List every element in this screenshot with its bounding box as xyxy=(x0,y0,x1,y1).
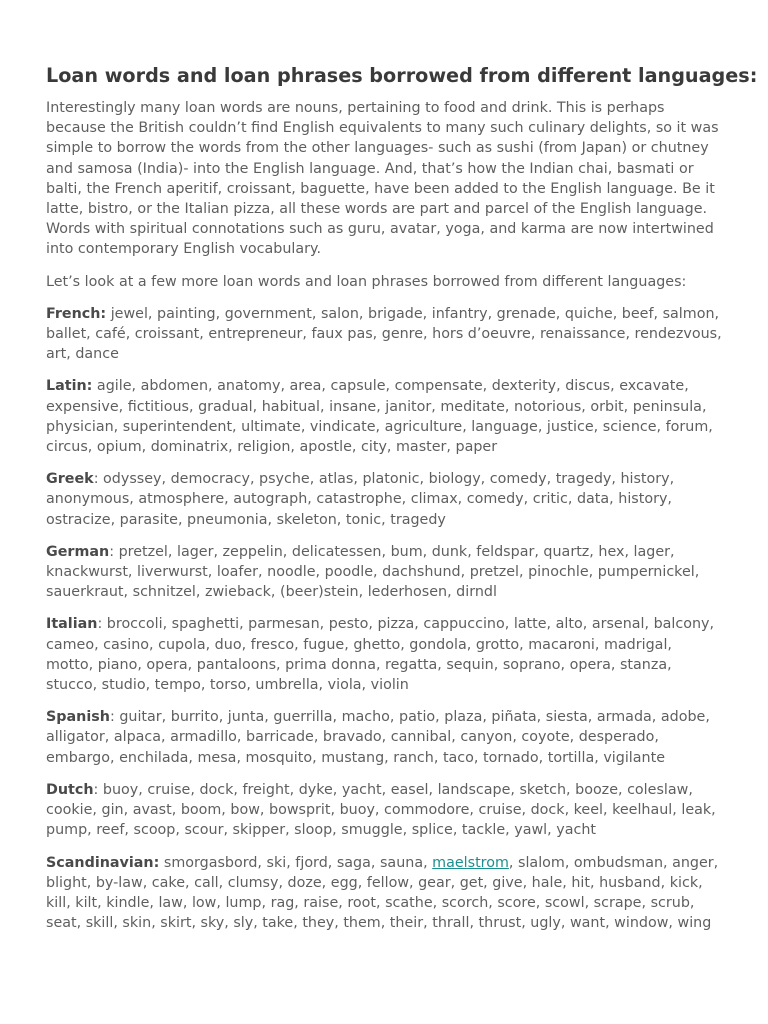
section-words: jewel, painting, government, salon, brigade, infantry, grenade, quiche, beef, salmon, ballet, café, croissant, entrepreneur, faux pas, genre, hors d’oeuvre, renaissance, rendezvous, art, dance xyxy=(46,305,722,363)
section-label: Italian xyxy=(46,616,98,633)
section-latin xyxy=(46,376,722,457)
lead-paragraph: Let’s look at a few more loan words and loan phrases borrowed from different languages: xyxy=(46,273,687,290)
section-german xyxy=(46,542,722,603)
section-label: Spanish xyxy=(46,709,110,726)
section-words: : pretzel, lager, zeppelin, delicatessen, bum, dunk, feldspar, quartz, hex, lager, knackwurst, liverwurst, loafer, noodle, poodle, dachshund, pretzel, pinochle, pumpernickel, sauerkraut, schnitzel, zwieback, (beer)stein, lederhosen, dirndl xyxy=(46,543,700,601)
section-french xyxy=(46,304,722,365)
section-scandinavian xyxy=(46,853,722,934)
section-words: : guitar, burrito, junta, guerrilla, macho, patio, plaza, piñata, siesta, armada, adobe, alligator, alpaca, armadillo, barricade, bravado, cannibal, canyon, coyote, desperado, embargo, enchilada, mesa, mosquito, mustang, ranch, taco, tornado, tortilla, vigilante xyxy=(46,709,710,766)
page-title: Loan words and loan phrases borrowed from different languages: xyxy=(46,64,758,87)
section-label: Scandinavian: xyxy=(46,854,160,871)
section-words: : buoy, cruise, dock, freight, dyke, yacht, easel, landscape, sketch, booze, coleslaw, cookie, gin, avast, boom, bow, bowsprit, buoy, commodore, cruise, dock, keel, keelhaul, leak, pump, reef, scoop, scour, skipper, sloop, smuggle, splice, tackle, yawl, yacht xyxy=(46,781,716,839)
section-label: Dutch xyxy=(46,781,94,798)
section-italian xyxy=(46,614,722,695)
maelstrom-link[interactable]: maelstrom xyxy=(432,854,509,871)
section-label: French: xyxy=(46,305,107,322)
section-words: smorgasbord, ski, fjord, saga, sauna, xyxy=(159,854,433,871)
section-words: , slalom, ombudsman, anger, blight, by-law, cake, call, clumsy, doze, egg, fellow, gear, get, give, hale, hit, husband, kick, kill, kilt, kindle, law, low, lump, rag, raise, root, scathe, scorch, score, scowl, scrape, scrub, seat, skill, skin, skirt, sky, sly, take, they, them, their, thrall, thrust, ugly, want, window, wing xyxy=(46,854,719,932)
section-words: : broccoli, spaghetti, parmesan, pesto, pizza, cappuccino, latte, alto, arsenal, balcony, cameo, casino, cupola, duo, fresco, fugue, ghetto, gondola, grotto, macaroni, madrigal, motto, piano, opera, pantaloons, prima donna, regatta, sequin, soprano, opera, stanza, stucco, studio, tempo, torso, umbrella, viola, violin xyxy=(46,616,715,694)
section-label: Latin: xyxy=(46,378,93,395)
section-dutch xyxy=(46,780,722,841)
section-label: German xyxy=(46,543,110,560)
section-label: Greek xyxy=(46,471,94,488)
section-spanish xyxy=(46,707,722,768)
intro-paragraph: Interestingly many loan words are nouns, pertaining to food and drink. This is perhaps because the British couldn’t find English equivalents to many such culinary delights, so it was simple to borrow the words from the other languages- such as sushi (from Japan) or chutney and samosa (India)- into the English language. And, that’s how the Indian chai, basmati or balti, the French aperitif, croissant, baguette, have been added to the English language. Be it latte, bistro, or the Italian pizza, all these words are part and parcel of the English language. Words with spiritual connotations such as guru, avatar, yoga, and karma are now intertwined into contemporary English vocabulary. xyxy=(46,100,719,258)
section-words: agile, abdomen, anatomy, area, capsule, compensate, dexterity, discus, excavate, expensive, fictitious, gradual, habitual, insane, janitor, meditate, notorious, orbit, peninsula, physician, superintendent, ultimate, vindicate, agriculture, language, justice, science, forum, circus, opium, dominatrix, religion, apostle, city, master, paper xyxy=(46,378,713,456)
section-greek xyxy=(46,469,722,530)
section-words: : odyssey, democracy, psyche, atlas, platonic, biology, comedy, tragedy, history, anonymous, atmosphere, autograph, catastrophe, climax, comedy, critic, data, history, ostracize, parasite, pneumonia, skeleton, tonic, tragedy xyxy=(46,471,675,528)
